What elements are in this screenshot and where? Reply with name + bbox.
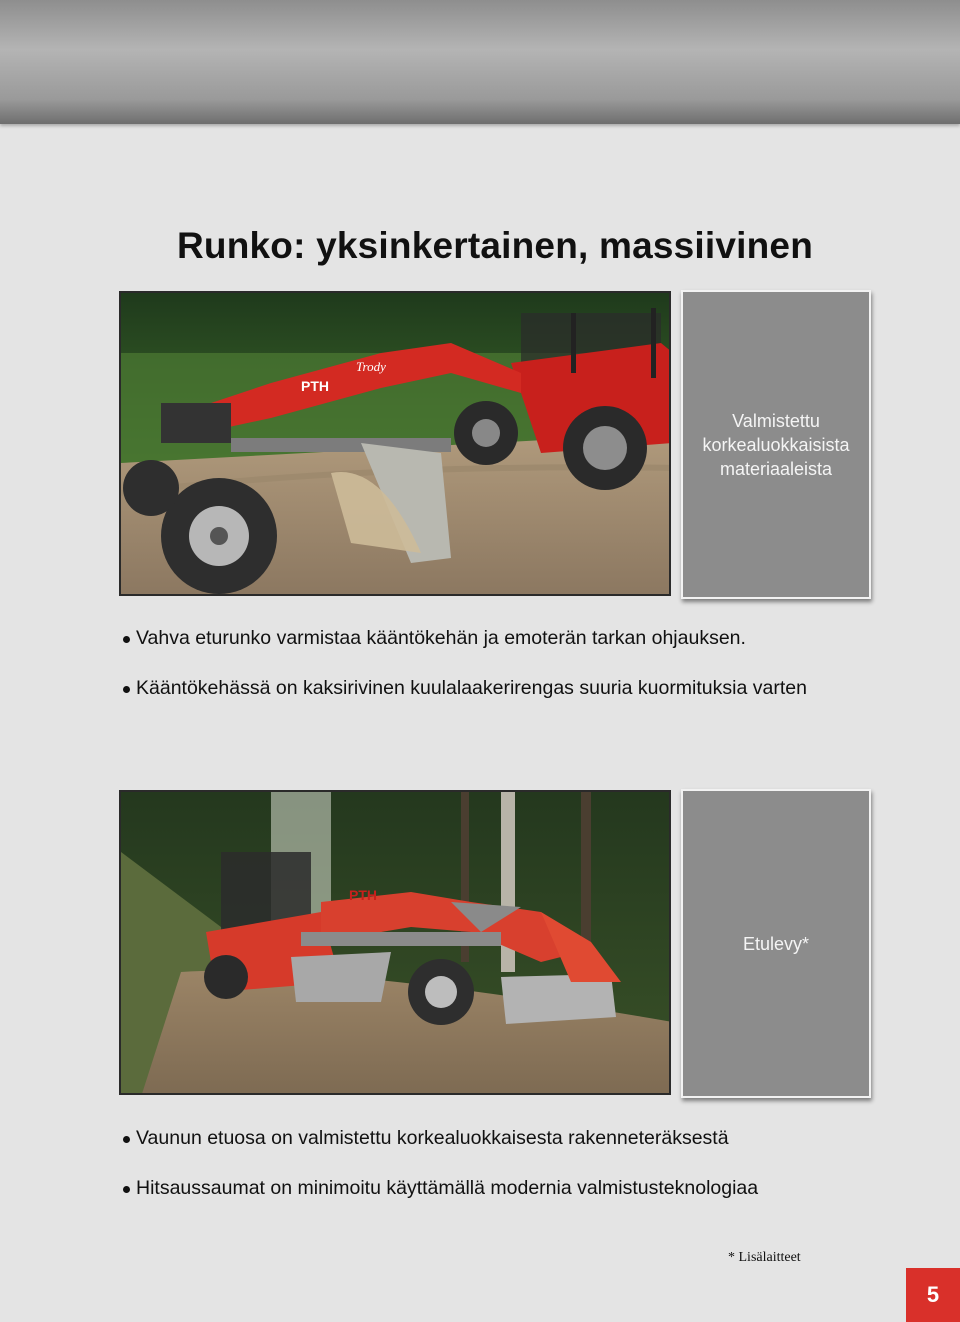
bullet-dot bbox=[123, 1136, 130, 1143]
list-item bbox=[122, 1125, 822, 1151]
grader-illustration-2 bbox=[121, 792, 671, 1095]
header-band bbox=[0, 0, 960, 124]
bullet-list-2 bbox=[122, 1125, 822, 1225]
page-number: 5 bbox=[906, 1268, 960, 1322]
grader-illustration-1 bbox=[121, 293, 671, 596]
grader-photo-2 bbox=[119, 790, 671, 1095]
grader-photo-1 bbox=[119, 291, 671, 596]
grader-logo-2: PTH bbox=[349, 887, 377, 903]
grader-logo-1: PTH bbox=[301, 378, 329, 394]
list-item bbox=[122, 1175, 822, 1201]
caption-box-materials: Valmistettu korkealuokkaisista materiaaleista bbox=[681, 290, 871, 599]
grader-brand-script: Trody bbox=[356, 359, 386, 374]
bullet-text: Vahva eturunko varmistaa kääntökehän ja emoterän tarkan ohjauksen. bbox=[136, 627, 746, 649]
bullet-dot bbox=[123, 636, 130, 643]
bullet-dot bbox=[123, 686, 130, 693]
bullet-list-1 bbox=[122, 625, 822, 725]
bullet-text: Vaunun etuosa on valmistettu korkealuokkaisesta rakenneteräksestä bbox=[136, 1127, 729, 1149]
list-item bbox=[122, 675, 822, 701]
footnote-optional-equipment: * Lisälaitteet bbox=[728, 1250, 801, 1265]
list-item bbox=[122, 625, 822, 651]
bullet-text: Hitsaussaumat on minimoitu käyttämällä modernia valmistusteknologiaa bbox=[136, 1177, 759, 1199]
page-title: Runko: yksinkertainen, massiivinen bbox=[176, 224, 814, 266]
caption-box-front-plate: Etulevy* bbox=[681, 789, 871, 1098]
bullet-dot bbox=[123, 1186, 130, 1193]
bullet-text: Kääntökehässä on kaksirivinen kuulalaakerirengas suuria kuormituksia varten bbox=[136, 677, 807, 699]
